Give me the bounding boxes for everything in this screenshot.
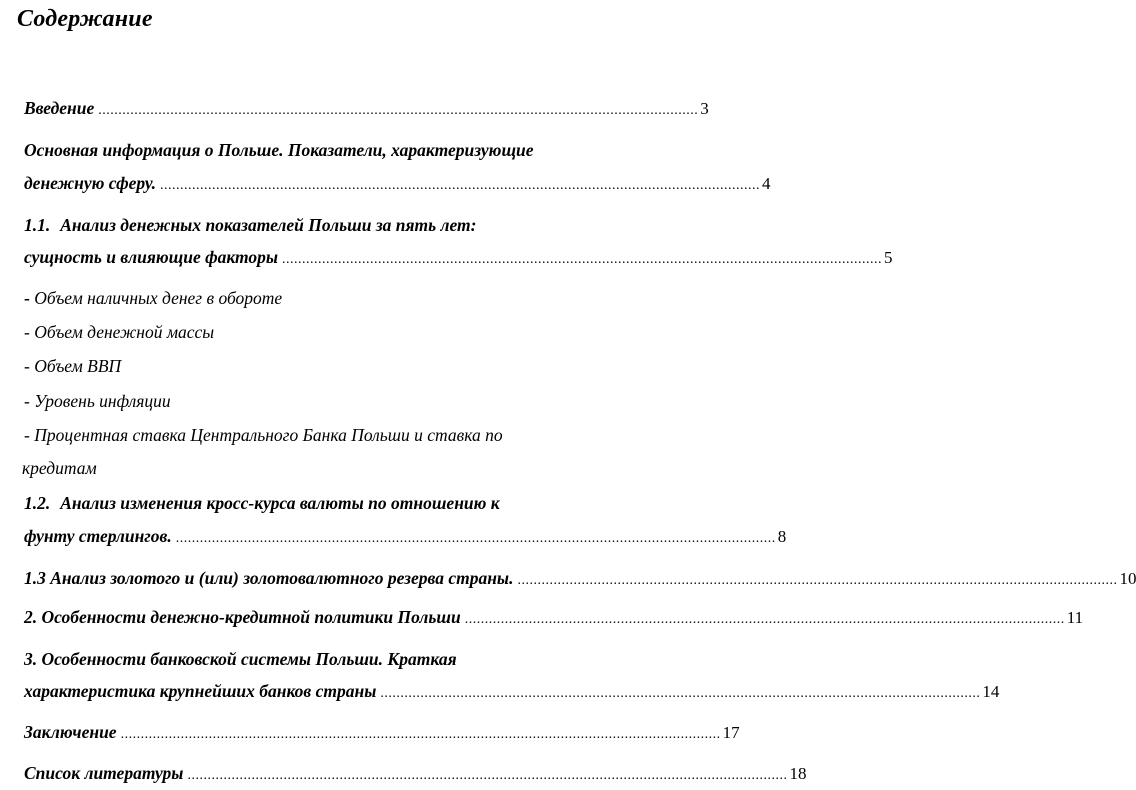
toc-entry-label: фунту стерлингов. [24,526,172,546]
toc-entry-label: Заключение [24,722,117,742]
toc-leader-dots: ...................................................................................................................................................... [120,727,721,742]
toc-leader-dots: ...................................................................................................................................................... [187,768,788,783]
toc-subitem-label: Объем наличных денег в обороте [34,288,283,308]
page-title: Содержание [17,6,153,32]
toc-page-number: 5 [884,248,893,267]
toc-entry-1-1-line1[interactable] [24,213,620,237]
toc-entry-label: Анализ денежных показателей Польши за пять лет: [60,215,477,235]
toc-page-number: 8 [777,527,787,546]
toc-subitem-money-supply[interactable]: - Объем денежной массы [24,322,215,342]
toc-entry-2[interactable] [24,605,1084,632]
toc-page-number: 18 [789,764,807,783]
toc-entry-1-2-line1[interactable] [24,491,620,515]
toc-entry-basic-line1[interactable]: Основная информация о Польше. Показатели, характеризующие [24,140,534,160]
toc-page-number: 3 [700,99,709,118]
toc-entry-label: сущность и влияющие факторы [24,247,279,267]
toc-leader-dots: ...................................................................................................................................................... [282,252,883,267]
toc-entry-intro[interactable] [24,96,709,123]
toc-leader-dots: ...................................................................................................................................................... [159,178,760,193]
toc-entry-1-3[interactable] [24,566,1136,593]
toc-entry-label: Список литературы [24,763,184,783]
toc-page-number: 10 [1119,569,1136,588]
toc-subitem-inflation[interactable]: - Уровень инфляции [24,391,171,411]
toc-subitem-interest-rate[interactable]: - Процентная ставка Центрального Банка Польши и ставка по [24,425,503,445]
toc-entry-basic[interactable] [24,171,771,198]
toc-entry-label: Введение [24,98,95,118]
toc-entry-label: 1.3 Анализ золотого и (или) золотовалютного резерва страны. [24,568,514,588]
toc-leader-dots: ...................................................................................................................................................... [464,612,1065,627]
toc-leader-dots: ...................................................................................................................................................... [98,103,699,118]
toc-leader-dots: ...................................................................................................................................................... [517,573,1118,588]
toc-section-number: 1.2. [24,493,51,513]
toc-page-number: 11 [1066,608,1084,627]
toc-page-number: 17 [722,723,740,742]
toc-entry-label: 2. Особенности денежно-кредитной политики Польши [24,607,461,627]
toc-leader-dots: ...................................................................................................................................................... [380,686,981,701]
toc-entry-label: Анализ изменения кросс-курса валюты по отношению к [60,493,500,513]
toc-section-number: 1.1. [24,215,51,235]
toc-entry-label: денежную сферу. [24,173,156,193]
toc-subitem-gdp[interactable]: - Объем ВВП [24,356,122,376]
dash-marker: - [24,288,30,308]
toc-entry-3[interactable] [24,679,1000,706]
toc-entry-references[interactable] [24,761,807,788]
toc-subitem-cash[interactable] [24,286,620,310]
toc-entry-conclusion[interactable] [24,720,740,747]
toc-entry-3-line1[interactable]: 3. Особенности банковской системы Польши. Краткая [24,649,457,669]
toc-entry-label: характеристика крупнейших банков страны [24,681,377,701]
toc-page-number: 4 [761,174,771,193]
toc-entry-1-1[interactable] [24,245,893,272]
toc-subitem-credit[interactable]: кредитам [22,458,97,478]
toc-page-number: 14 [982,682,1000,701]
toc-leader-dots: ...................................................................................................................................................... [175,531,776,546]
toc-entry-1-2[interactable] [24,524,787,551]
